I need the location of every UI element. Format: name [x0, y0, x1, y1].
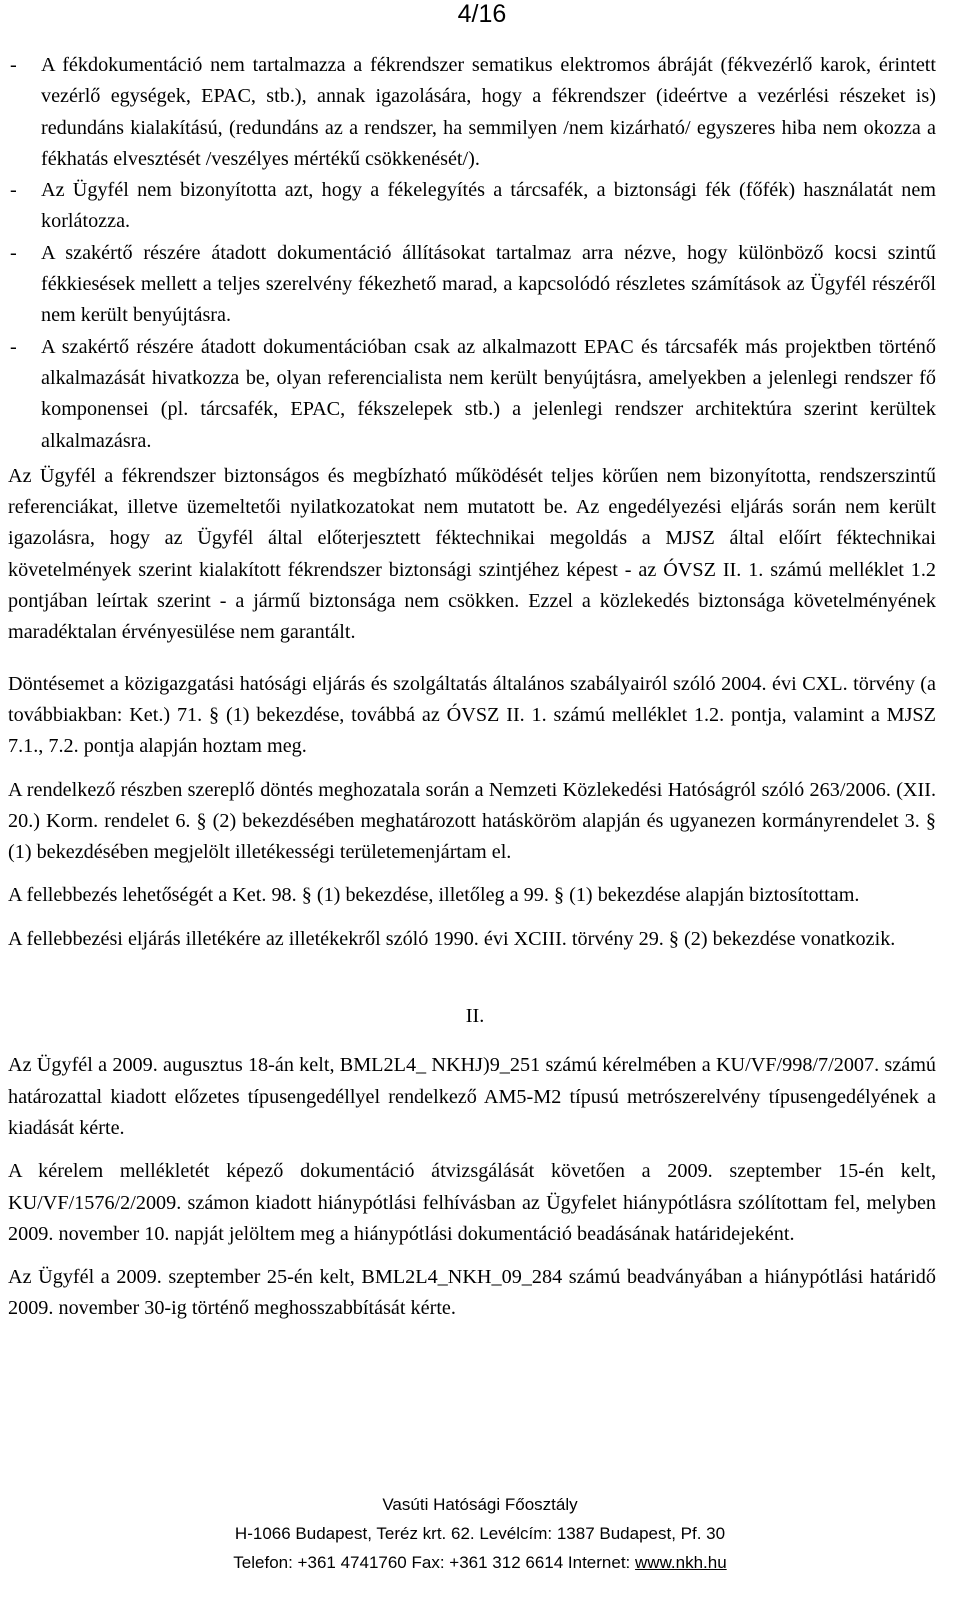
list-item	[8, 175, 936, 238]
bullet-dash: -	[10, 241, 17, 264]
bullet-dash: -	[10, 54, 17, 76]
paragraph: A fellebbezés lehetőségét a Ket. 98. § (1) bekezdése, illetőleg a 99. § (1) bekezdése alapján biztosítottam.	[8, 884, 860, 907]
paragraph: Az Ügyfél a fékrendszer biztonságos és megbízható működését teljes körűen nem bizonyította, rendszerszintű referenciákat, illetve üzemeltetői nyilatkozatokat nem mutatott be. Az engedélyezési eljárás során nem került igazolásra, hogy az Ügyfél által előterjesztett féktechnikai megoldás a MJSZ által előírt féktechnikai követelmények szerint kialakított fékrendszer biztonsági szintjéhez képest - az ÓVSZ II. 1. számú melléklet 1.2 pontjában leírtak szerint - a jármű biztonsága nem csökken. Ezzel a közlekedés biztonsága követelményének maradéktalan érvényesülése nem garantált.	[8, 464, 936, 644]
paragraph: A kérelem mellékletét képező dokumentáció átvizsgálását követően a 2009. szeptember 15-én kelt, KU/VF/1576/2/2009. számon kiadott hiánypótlási felhívásban az Ügyfelet hiánypótlásra szólítottam fel, melyben 2009. november 10. napját jelöltem meg a hiánypótlási dokumentáció beadásának határidejeként.	[8, 1160, 936, 1245]
bullet-dash: -	[10, 179, 17, 202]
footer	[0, 1490, 960, 1577]
list-item	[8, 332, 936, 457]
paragraph: A fellebbezési eljárás illetékére az illetékekről szóló 1990. évi XCIII. törvény 29. § (2) bekezdése vonatkozik.	[8, 927, 896, 950]
footer-contact	[0, 1548, 960, 1577]
section-heading: II.	[465, 1005, 485, 1028]
paragraph: Az Ügyfél a 2009. szeptember 25-én kelt, BML2L4_NKH_09_284 számú beadványában a hiánypótlási határidő 2009. november 30-ig történő meghosszabbítását kérte.	[8, 1266, 936, 1320]
list-item	[8, 238, 936, 332]
list-item	[8, 50, 936, 175]
bullet-dash: -	[10, 335, 17, 358]
paragraph: Döntésemet a közigazgatási hatósági eljárás és szolgáltatás általános szabályairól szóló 2004. évi CXL. törvény (a továbbiakban: Ket.) 71. § (1) bekezdése, továbbá az ÓVSZ II. 1. számú melléklet 1.2. pontja, valamint a MJSZ 7.1., 7.2. pontja alapján hoztam meg.	[8, 672, 936, 758]
footer-department: Vasúti Hatósági Főosztály	[382, 1495, 578, 1514]
footer-address: H-1066 Budapest, Teréz krt. 62. Levélcím: 1387 Budapest, Pf. 30	[234, 1524, 726, 1543]
footer-phone-fax: Telefon: +361 4741760 Fax: +361 312 6614 Internet:	[233, 1553, 636, 1572]
document-body	[8, 50, 936, 1337]
list-item-text: A szakértő részére átadott dokumentációban csak az alkalmazott EPAC és tárcsafék más projektben történő alkalmazását hivatkozza be, olyan referencialista nem került benyújtásra, amelyekben a jelenlegi rendszer fő komponensei (pl. tárcsafék, EPAC, fékszelepek stb.) a jelenlegi rendszer architektúra szerint kerültek alkalmazásra.	[41, 335, 936, 452]
paragraph: A rendelkező részben szereplő döntés meghozatala során a Nemzeti Közlekedési Hatóságról szóló 263/2006. (XII. 20.) Korm. rendelet 6. § (2) bekezdésében meghatározott hatásköröm alapján és ugyanezen kormányrendelet 3. § (1) bekezdésében megjelölt illetékességi területemenjártam el.	[8, 778, 936, 864]
list-item-text: A szakértő részére átadott dokumentáció állításokat tartalmaz arra nézve, hogy különböző kocsi szintű fékkiesések mellett a teljes szerelvény fékezhető marad, a kapcsolódó részletes számítások az Ügyfél részéről nem került benyújtásra.	[41, 241, 936, 327]
paragraph: Az Ügyfél a 2009. augusztus 18-án kelt, BML2L4_ NKHJ)9_251 számú kérelmében a KU/VF/998/7/2007. számú határozattal kiadott előzetes típusengedéllyel rendelkező AM5-M2 típusú metrószerelvény típusengedélyének a kiadását kérte.	[8, 1054, 936, 1139]
page-number: 4/16	[457, 0, 507, 28]
deficiency-list	[8, 50, 936, 457]
list-item-text: A fékdokumentáció nem tartalmazza a fékrendszer sematikus elektromos ábráját (fékvezérlő karok, érintett vezérlő egységek, EPAC, stb.), annak igazolására, hogy a fékrendszer (ideértve a vezérlési részeket is) redundáns kialakítású, (redundáns az a rendszer, ha semmilyen /nem kizárható/ egyszeres hiba nem okozza a fékhatás elvesztését /veszélyes mértékű csökkenését/).	[41, 54, 936, 170]
list-item-text: Az Ügyfél nem bizonyította azt, hogy a fékelegyítés a tárcsafék, a biztonsági fék (főfék) használatát nem korlátozza.	[41, 179, 936, 233]
footer-website-link[interactable]: www.nkh.hu	[635, 1553, 727, 1572]
